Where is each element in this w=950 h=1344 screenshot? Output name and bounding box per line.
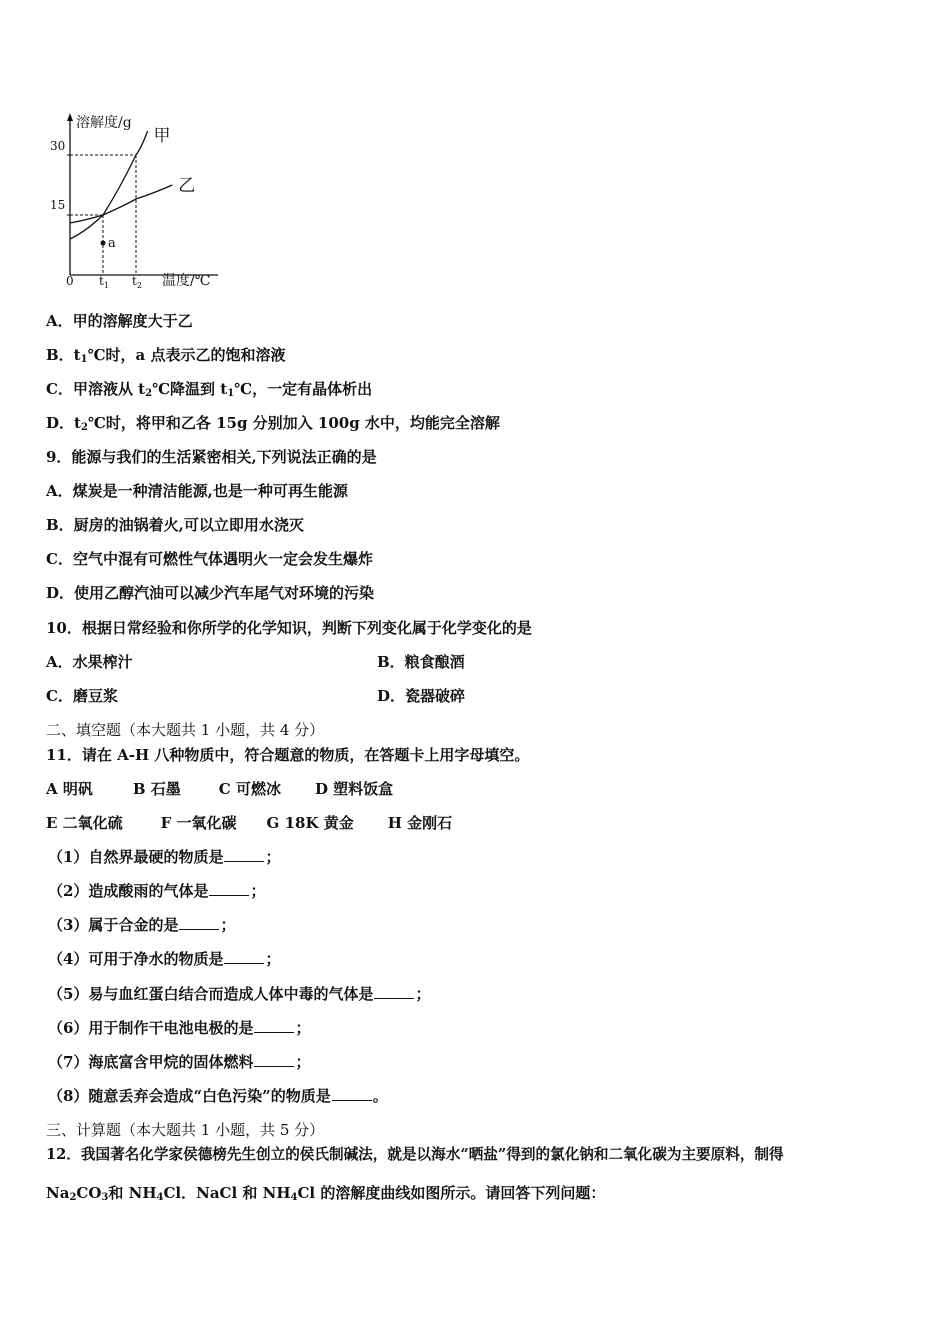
- q11-stem: 11．请在 A-H 八种物质中，符合题意的物质，在答题卡上用字母填空。: [46, 746, 530, 764]
- q9-option-b: B．厨房的油锅着火,可以立即用水浇灭: [46, 516, 304, 534]
- q12-l2-b: 2: [69, 1192, 77, 1203]
- q12-line-2: [46, 1183, 605, 1208]
- x-tick-t2: $t_2$: [132, 274, 142, 290]
- item-text: （8）随意丢弃会造成“白色污染”的物质是: [48, 1087, 331, 1105]
- q11-item-1: [48, 847, 280, 867]
- q12-l2-g: Cl．NaCl 和 NH: [163, 1184, 291, 1202]
- item-text: （2）造成酸雨的气体是: [48, 882, 209, 900]
- q8-d-post: ℃时，将甲和乙各 15g 分别加入 100g 水中，均能完全溶解: [87, 414, 500, 432]
- item-end: ；: [265, 950, 281, 968]
- answer-blank[interactable]: [254, 1052, 294, 1067]
- q12-l2-a: Na: [46, 1184, 70, 1202]
- q11-item-4: [48, 949, 280, 969]
- q9-stem: 9．能源与我们的生活紧密相关,下列说法正确的是: [46, 448, 377, 466]
- q8-option-d: [46, 413, 500, 438]
- q11-item-5: [48, 984, 430, 1004]
- q12-l2-c: CO: [76, 1184, 102, 1202]
- q9-option-d: D．使用乙醇汽油可以减少汽车尾气对环境的污染: [46, 584, 375, 602]
- y-axis-arrow: [67, 113, 73, 121]
- item-end: ；: [250, 882, 266, 900]
- q8-option-c: [46, 379, 372, 404]
- item-end: ；: [415, 985, 431, 1003]
- q11-item-3: [48, 915, 235, 935]
- point-a-label: a: [108, 236, 116, 251]
- q8-c-sub1: 2: [145, 388, 153, 399]
- answer-blank[interactable]: [209, 881, 249, 896]
- q12-l2-f: 4: [156, 1192, 164, 1203]
- item-end: ；: [265, 848, 281, 866]
- q9-option-a: A．煤炭是一种清洁能源,也是一种可再生能源: [46, 482, 348, 500]
- q12-l2-h: 4: [290, 1192, 298, 1203]
- answer-blank[interactable]: [224, 949, 264, 964]
- y-axis-label: 溶解度/g: [76, 115, 132, 131]
- item-end: ；: [295, 1019, 311, 1037]
- x-axis-label: 温度/℃: [162, 273, 211, 289]
- choice-c: C 可燃冰: [218, 780, 281, 798]
- series-curve-yi: [70, 185, 172, 223]
- q11-choices-row-1: [46, 779, 393, 799]
- item-text: （3）属于合金的是: [48, 916, 179, 934]
- q8-b-post: ℃时，a 点表示乙的饱和溶液: [87, 346, 286, 364]
- choice-f: F 一氧化碳: [160, 814, 237, 832]
- y-tick-30: 30: [50, 139, 66, 153]
- q8-c-sub2: 1: [227, 388, 235, 399]
- q8-b-pre: B．t: [46, 346, 81, 364]
- q8-d-sub: 2: [80, 422, 88, 433]
- answer-blank[interactable]: [254, 1018, 294, 1033]
- choice-a: A 明矾: [46, 780, 93, 798]
- q11-choices-row-2: [46, 813, 452, 833]
- q8-b-sub: 1: [80, 354, 88, 365]
- q10-stem: 10．根据日常经验和你所学的化学知识，判断下列变化属于化学变化的是: [46, 619, 532, 637]
- series-label-yi: 乙: [178, 176, 196, 196]
- solubility-chart: [40, 105, 240, 295]
- choice-g: G 18K 黄金: [266, 814, 354, 832]
- q8-option-a: A．甲的溶解度大于乙: [46, 312, 193, 330]
- section-2-heading: 二、填空题（本大题共 1 小题，共 4 分）: [46, 721, 325, 739]
- choice-b: B 石墨: [132, 780, 181, 798]
- point-a-dot: [101, 241, 106, 246]
- answer-blank[interactable]: [224, 847, 264, 862]
- item-text: （1）自然界最硬的物质是: [48, 848, 224, 866]
- item-end: ；: [295, 1053, 311, 1071]
- answer-blank[interactable]: [374, 984, 414, 999]
- q12-l2-d: 3: [101, 1192, 109, 1203]
- series-label-jia: 甲: [153, 126, 171, 146]
- q11-item-2: [48, 881, 265, 901]
- q9-option-c: C．空气中混有可燃性气体遇明火一定会发生爆炸: [46, 550, 373, 568]
- q12-line-1: 12．我国著名化学家侯德榜先生创立的侯氏制碱法，就是以海水“晒盐”得到的氯化钠和二氧化碳为主要原料，制得: [46, 1146, 784, 1163]
- q11-item-8: [48, 1086, 388, 1106]
- y-tick-15: 15: [50, 198, 66, 212]
- item-text: （7）海底富含甲烷的固体燃料: [48, 1053, 254, 1071]
- item-text: （6）用于制作干电池电极的是: [48, 1019, 254, 1037]
- x-tick-0: 0: [66, 274, 74, 288]
- q8-c-pre: C．甲溶液从 t: [46, 380, 146, 398]
- answer-blank[interactable]: [332, 1086, 372, 1101]
- q10-option-a: A．水果榨汁: [46, 653, 133, 671]
- x-tick-t1: $t_1$: [99, 274, 109, 290]
- choice-e: E 二氧化硫: [46, 814, 123, 832]
- q8-d-pre: D．t: [46, 414, 81, 432]
- item-end: 。: [372, 1087, 388, 1105]
- q11-item-6: [48, 1018, 310, 1038]
- choice-h: H 金刚石: [387, 814, 453, 832]
- q12-l2-e: 和 NH: [108, 1184, 157, 1202]
- q10-option-d: D．瓷器破碎: [377, 687, 466, 705]
- section-3-heading: 三、计算题（本大题共 1 小题，共 5 分）: [46, 1121, 325, 1139]
- q8-c-post: ℃，一定有晶体析出: [234, 380, 373, 398]
- item-end: ；: [220, 916, 236, 934]
- item-text: （4）可用于净水的物质是: [48, 950, 224, 968]
- q8-c-mid: ℃降温到 t: [152, 380, 228, 398]
- answer-blank[interactable]: [179, 915, 219, 930]
- choice-d: D 塑料饭盒: [314, 780, 394, 798]
- item-text: （5）易与血红蛋白结合而造成人体中毒的气体是: [48, 985, 374, 1003]
- q12-l2-i: Cl 的溶解度曲线如图所示。请回答下列问题：: [297, 1184, 606, 1202]
- q10-option-b: B．粮食酿酒: [377, 653, 465, 671]
- q10-option-c: C．磨豆浆: [46, 687, 118, 705]
- q11-item-7: [48, 1052, 310, 1072]
- q8-option-b: [46, 345, 286, 370]
